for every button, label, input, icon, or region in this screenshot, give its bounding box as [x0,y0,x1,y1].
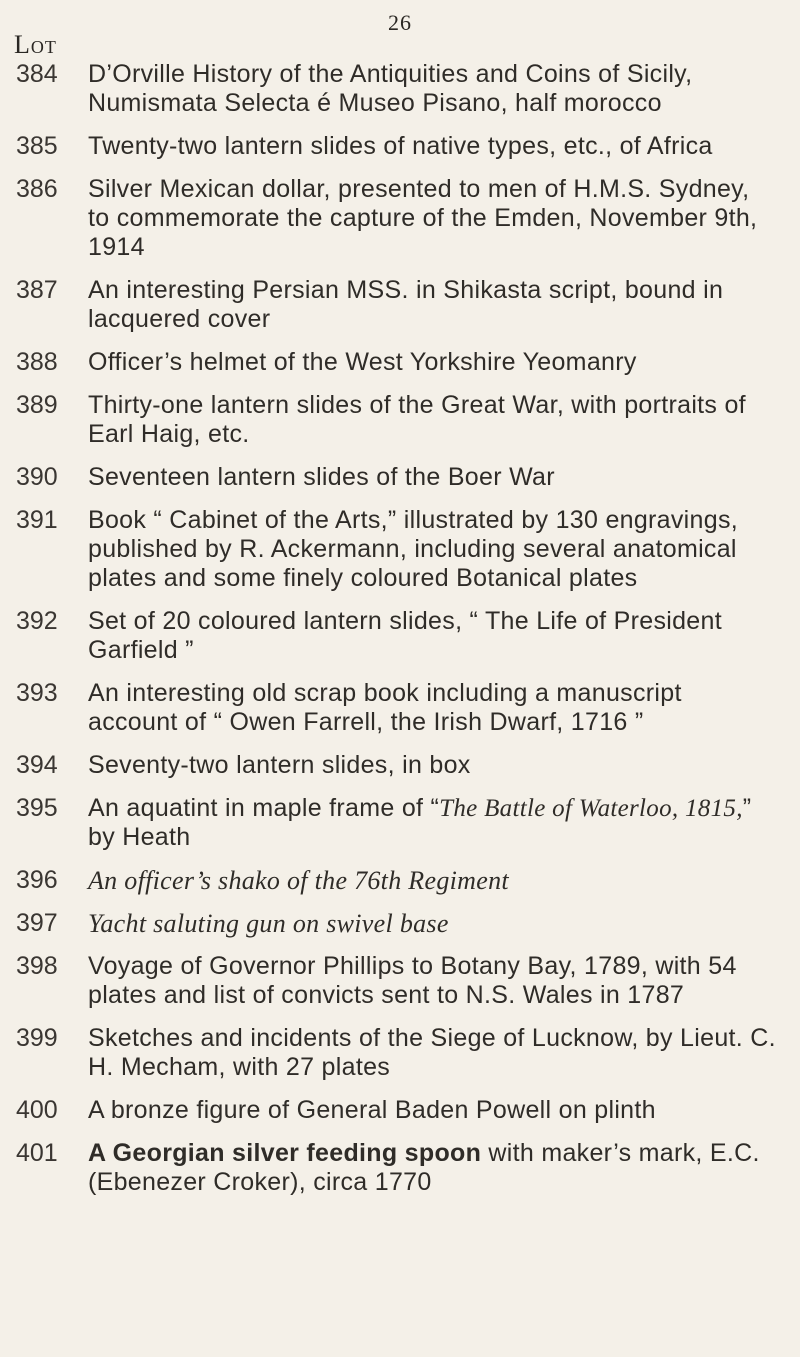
lot-description: Silver Mexican dollar, presented to men of H.M.S. Sydney, to commemorate the capture of the Emden, November 9th, 1914 [88,175,758,261]
list-item [0,1024,800,1082]
lot-description: Voyage of Governor Phillips to Botany Bay, 1789, with 54 plates and list of convicts sent to N.S. Wales in 1787 [88,952,737,1009]
list-item [0,952,800,1010]
list-item [0,1139,800,1197]
lot-description: An officer’s shako of the 76th Regiment [88,866,509,895]
lot-description: Seventy-two lantern slides, in box [88,751,471,779]
artwork-title: The Battle of Waterloo, 1815, [439,795,743,822]
lot-number: 390 [16,463,58,491]
list-item [0,866,800,895]
list-item [0,60,800,118]
lot-description: Officer’s helmet of the West Yorkshire Yeomanry [88,348,637,376]
lot-description: Sketches and incidents of the Siege of Lucknow, by Lieut. C. H. Mecham, with 27 plates [88,1024,776,1081]
lot-number: 385 [16,132,58,160]
lot-number: 400 [16,1096,58,1124]
list-item [0,607,800,665]
list-item [0,751,800,780]
lot-description: Set of 20 coloured lantern slides, “ The Life of President Garfield ” [88,607,722,664]
list-item [0,391,800,449]
lot-description [88,794,778,852]
lot-number: 391 [16,506,58,534]
list-item [0,348,800,377]
lot-description: Thirty-one lantern slides of the Great War, with portraits of Earl Haig, etc. [88,391,746,448]
lot-number: 393 [16,679,58,707]
lot-number: 388 [16,348,58,376]
lot-number: 395 [16,794,58,822]
lot-description: An interesting old scrap book including a manuscript account of “ Owen Farrell, the Irish Dwarf, 1716 ” [88,679,682,736]
lot-description: Twenty-two lantern slides of native types, etc., of Africa [88,132,713,160]
list-item [0,276,800,334]
lot-number: 394 [16,751,58,779]
list-item [0,1096,800,1125]
lot-number: 384 [16,60,58,88]
lot-number: 386 [16,175,58,203]
description-text: An aquatint in maple frame of “ [88,794,440,822]
lot-description [88,1139,778,1197]
lot-number: 401 [16,1139,58,1167]
lot-description: A bronze figure of General Baden Powell on plinth [88,1096,656,1124]
lot-number: 396 [16,866,58,894]
lot-number: 397 [16,909,58,937]
list-item [0,132,800,161]
lot-description: Seventeen lantern slides of the Boer War [88,463,555,491]
list-item [0,463,800,492]
lot-number: 392 [16,607,58,635]
lot-list [0,60,800,1211]
lot-description: D’Orville History of the Antiquities and Coins of Sicily, Numismata Selecta é Museo Pisano, half morocco [88,60,693,117]
lot-number: 399 [16,1024,58,1052]
list-item [0,506,800,593]
lot-number: 398 [16,952,58,980]
lot-description: An interesting Persian MSS. in Shikasta script, bound in lacquered cover [88,276,724,333]
list-item [0,175,800,262]
lot-number: 387 [16,276,58,304]
description-text: with maker’s mark, E.C. (Ebenezer Croker), circa 1770 [88,1139,760,1196]
lot-title-bold: A Georgian silver feeding spoon [88,1139,482,1167]
list-item [0,679,800,737]
lot-description: Book “ Cabinet of the Arts,” illustrated by 130 engravings, published by R. Ackermann, including several anatomical plates and some finely coloured Botanical plates [88,506,738,592]
page-number: 26 [388,10,412,35]
list-item [0,794,800,852]
lot-description: Yacht saluting gun on swivel base [88,909,449,938]
description-text: ” by Heath [88,794,752,851]
lot-column-header: Lot [14,30,57,59]
lot-number: 389 [16,391,58,419]
list-item [0,909,800,938]
